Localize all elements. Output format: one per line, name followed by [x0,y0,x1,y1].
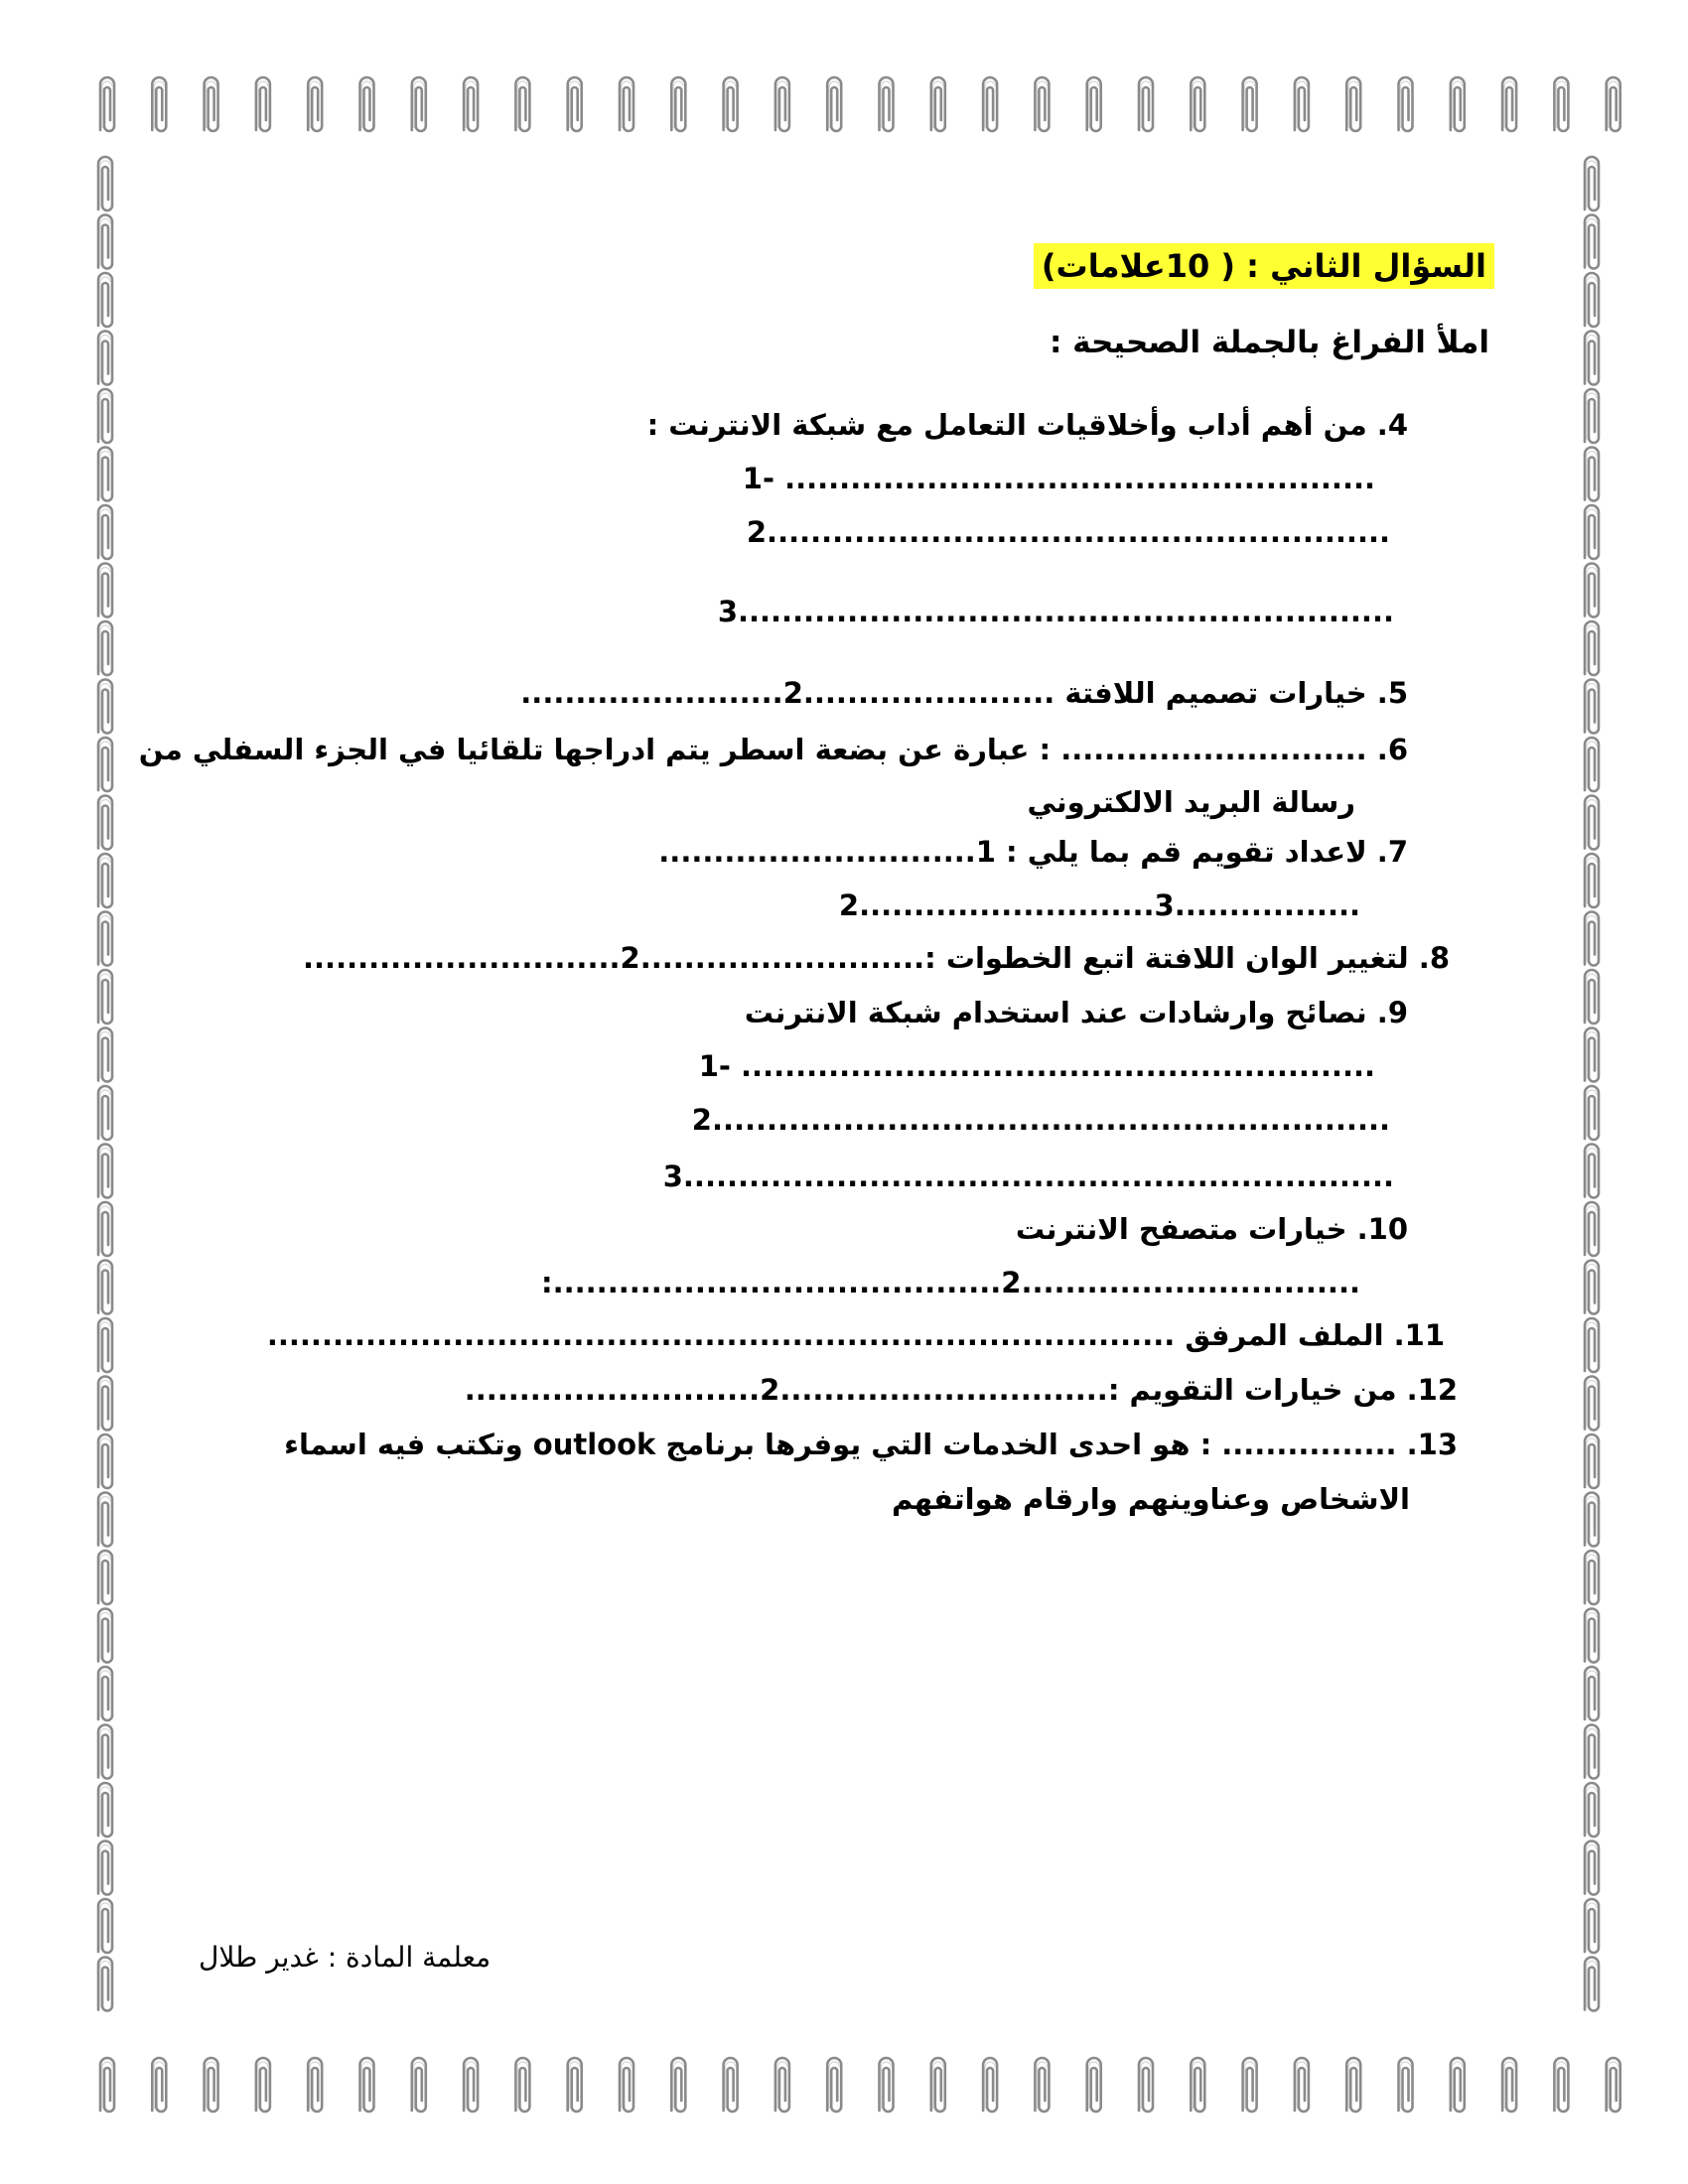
paperclip-icon [620,77,633,131]
paperclip-icon [98,1261,112,1314]
paperclip-icon [308,2058,322,2112]
paperclip-icon [1399,77,1413,131]
paperclip-icon [1191,2058,1204,2112]
question-9-blank-2: 2.............................................................. [691,1103,1390,1137]
paperclip-icon [1585,1551,1599,1604]
paperclip-icon [1502,77,1516,131]
question-4: 4. من أهم أداب وأخلاقيات التعامل مع شبكة الانترنت : [646,408,1408,442]
paperclip-icon [412,77,426,131]
paperclip-icon [880,2058,894,2112]
paperclip-icon [98,1318,112,1372]
question-9: 9. نصائح وارشادات عند استخدام شبكة الانترنت [744,996,1408,1029]
question-9-blank-1: 1- .......................................................... [698,1049,1375,1083]
paperclip-icon [1585,157,1599,210]
paperclip-icon [1585,1899,1599,1953]
paperclip-icon [360,2058,374,2112]
paperclip-icon [1585,1493,1599,1547]
paperclip-icon [1502,2058,1516,2112]
paperclip-icon [1585,505,1599,559]
question-13: 13. ................ : هو احدى الخدمات التي يوفرها برنامج outlook وتكتب فيه اسماء [284,1428,1458,1461]
paperclip-icon [1585,564,1599,617]
paperclip-icon [620,2058,633,2112]
paperclip-icon [1243,2058,1257,2112]
paperclip-icon [152,2058,166,2112]
paperclip-icon [98,854,112,907]
paperclip-icon [671,2058,685,2112]
paperclip-icon [1585,1842,1599,1895]
question-5: 5. خيارات تصميم اللافتة .......................2........................ [520,676,1408,710]
paperclip-icon [98,1899,112,1953]
paperclip-icon [98,1145,112,1198]
paperclip-icon [1346,77,1360,131]
paperclip-icon [1243,77,1257,131]
paperclip-icon [1399,2058,1413,2112]
question-9-blank-3: 3................................................................. [662,1160,1394,1193]
paperclip-icon [1585,1667,1599,1720]
paperclip-icon [983,2058,997,2112]
paperclip-icon [724,2058,738,2112]
paperclip-icon [1585,1434,1599,1488]
paperclip-icon [775,77,789,131]
paperclip-icon [98,332,112,385]
paperclip-icon [98,505,112,559]
paperclip-icon [1585,448,1599,501]
paperclip-icon [412,2058,426,2112]
paperclip-icon [98,1842,112,1895]
paperclip-icon [1087,77,1101,131]
paperclip-icon [98,448,112,501]
paperclip-icon [1585,1318,1599,1372]
question-4-blank-2: 2......................................................... [746,515,1390,549]
paperclip-icon [931,77,945,131]
question-12: 12. من خيارات التقويم :..............................2........................... [464,1373,1458,1407]
paperclip-icon [256,2058,270,2112]
paperclip-icon [308,77,322,131]
paperclip-icon [983,77,997,131]
paperclip-icon [1139,77,1153,131]
paperclip-icon [98,1783,112,1837]
paperclip-icon [464,77,478,131]
question-11: 11. الملف المرفق ................................................................................... [266,1318,1445,1352]
paperclip-icon [671,77,685,131]
paperclip-icon [1585,1028,1599,1082]
question-6: 6. ............................ : عبارة عن بضعة اسطر يتم ادراجها تلقائيا في الجزء السفلي من [138,733,1408,766]
paperclip-icon [1585,1202,1599,1256]
paperclip-icon [1585,970,1599,1024]
paperclip-icon [98,1086,112,1140]
paperclip-icon [1346,2058,1360,2112]
paperclip-icon [1585,1086,1599,1140]
paperclip-icon [1585,796,1599,850]
paperclip-icon [98,680,112,734]
paperclip-icon [98,1609,112,1663]
paperclip-icon [515,77,529,131]
paperclip-icon [1554,77,1568,131]
question-8: 8. لتغيير الوان اللافتة اتبع الخطوات :..........................2............................. [303,941,1450,975]
paperclip-icon [1585,1783,1599,1837]
paperclip-icon [98,157,112,210]
question-7-blanks: 2...........................3................. [838,888,1360,922]
question-10-blanks: :.........................................2............................... [541,1266,1360,1299]
paperclip-icon [98,1725,112,1779]
paperclip-icon [98,970,112,1024]
paperclip-icon [360,77,374,131]
paperclip-icon [98,912,112,966]
question-7: 7. لاعداد تقويم قم بما يلي : 1............................. [658,835,1408,869]
paperclip-icon [98,796,112,850]
paperclip-icon [1139,2058,1153,2112]
paperclip-icon [98,1551,112,1604]
paperclip-icon [98,1202,112,1256]
paperclip-icon [152,77,166,131]
teacher-signature: معلمة المادة : غدير طلال [199,1941,492,1974]
paperclip-icon [464,2058,478,2112]
question-13-continuation: الاشخاص وعناوينهم وارقام هواتفهم [891,1482,1410,1516]
question-6-continuation: رسالة البريد الالكتروني [1027,785,1355,819]
paperclip-icon [827,2058,841,2112]
paperclip-icon [1554,2058,1568,2112]
paperclip-icon [1451,77,1465,131]
question-4-blank-3: 3............................................................ [717,595,1394,628]
paperclip-icon [1585,389,1599,443]
paperclip-icon [1087,2058,1101,2112]
paperclip-icon [568,77,582,131]
paperclip-icon [1585,1377,1599,1431]
paperclip-icon [1607,77,1620,131]
paperclip-icon [1585,1725,1599,1779]
paperclip-icon [1585,1958,1599,2011]
paperclip-icon [1585,273,1599,327]
paperclip-icon [1585,738,1599,791]
paperclip-icon [880,77,894,131]
paperclip-icon [98,389,112,443]
paperclip-icon [256,77,270,131]
question-10: 10. خيارات متصفح الانترنت [1015,1212,1408,1246]
paperclip-icon [98,1434,112,1488]
paperclip-icon [1585,680,1599,734]
paperclip-icon [98,738,112,791]
question-4-blank-1: 1- ...................................................... [742,462,1375,495]
paperclip-icon [1585,332,1599,385]
paperclip-icon [515,2058,529,2112]
paperclip-icon [1035,2058,1049,2112]
paperclip-icon [1585,621,1599,675]
paperclip-icon [98,621,112,675]
question-title: السؤال الثاني : ( 10علامات) [1034,243,1494,289]
paperclip-icon [1585,215,1599,269]
paperclip-icon [100,2058,114,2112]
paperclip-icon [98,1958,112,2011]
paperclip-icon [205,2058,218,2112]
paperclip-icon [98,1028,112,1082]
paperclip-icon [1585,1145,1599,1198]
paperclip-icon [931,2058,945,2112]
paperclip-icon [98,273,112,327]
paperclip-icon [98,564,112,617]
paperclip-icon [98,1377,112,1431]
paperclip-icon [568,2058,582,2112]
paperclip-icon [100,77,114,131]
paperclip-icon [98,215,112,269]
paperclip-icon [1585,912,1599,966]
paperclip-icon [775,2058,789,2112]
paperclip-icon [1451,2058,1465,2112]
paperclip-icon [1585,1609,1599,1663]
paperclip-icon [724,77,738,131]
paperclip-icon [1035,77,1049,131]
paperclip-icon [827,77,841,131]
paperclip-icon [1191,77,1204,131]
paperclip-icon [1607,2058,1620,2112]
instruction-text: املأ الفراغ بالجملة الصحيحة : [1049,325,1489,360]
paperclip-icon [1295,77,1309,131]
paperclip-icon [98,1667,112,1720]
paperclip-icon [98,1493,112,1547]
paperclip-icon [1585,854,1599,907]
paperclip-icon [1585,1261,1599,1314]
paperclip-icon [1295,2058,1309,2112]
paperclip-icon [205,77,218,131]
